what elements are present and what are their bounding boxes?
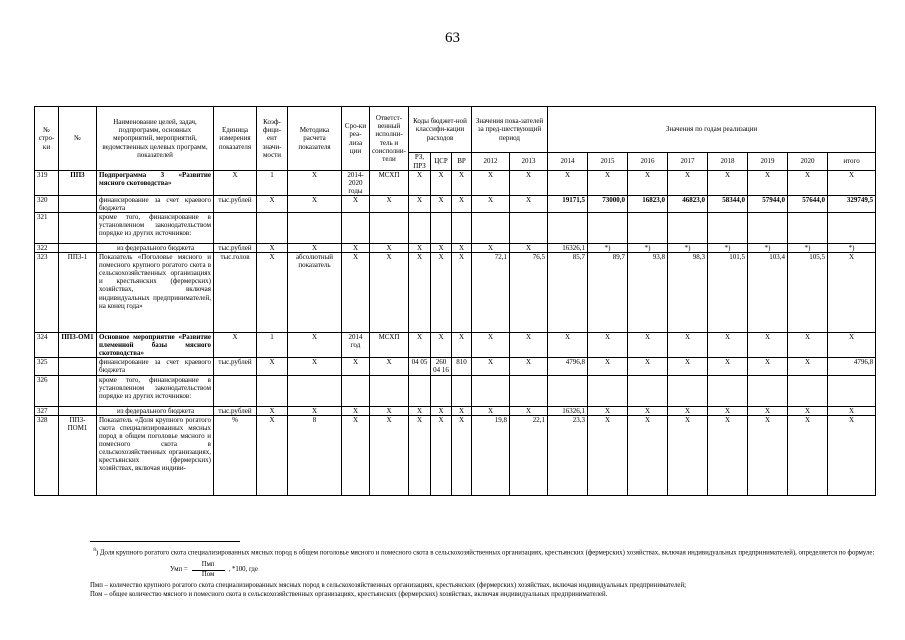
row-year-value-cell: *)	[788, 244, 828, 253]
row-unit-cell: Х	[214, 171, 257, 196]
col-name: Наименование целей, задач, подпрограмм, основных мероприятий, мероприятий, ведомственных целевых программ, показателей	[97, 107, 214, 171]
row-year-value-cell: Х	[708, 358, 748, 375]
footnote-definition-2: Пом – общее количество мясного и помесного скота в сельскохозяйственных организациях, крестьянских (фермерских) хозяйствах, включая индивидуальных предпринимателей.	[90, 590, 608, 598]
row-year-value-cell: Х	[668, 358, 708, 375]
row-csr-cell: 260 04 16	[431, 358, 452, 375]
formula-rhs: , *100, где	[228, 566, 258, 573]
row-year-value-cell: *)	[588, 244, 628, 253]
row-method-cell: 8	[288, 415, 342, 495]
row-code-cell: ПП3	[59, 171, 97, 196]
row-name-cell: финансирование за счет краевого бюджета	[97, 358, 214, 375]
row-rz-cell: Х	[409, 415, 431, 495]
row-2013-cell: 76,5	[510, 253, 548, 333]
row-resp-cell	[370, 375, 409, 406]
col-2012: 2012	[472, 153, 510, 171]
row-number-cell: 324	[35, 333, 59, 358]
row-year-value-cell: 16326,1	[548, 406, 588, 415]
row-2012-cell: 19,8	[472, 415, 510, 495]
row-csr-cell: Х	[431, 333, 452, 358]
row-term-cell: Х	[342, 253, 370, 333]
row-year-value-cell: *)	[748, 244, 788, 253]
row-year-value-cell: Х	[788, 415, 828, 495]
row-rz-cell: Х	[409, 244, 431, 253]
row-code-cell	[59, 196, 97, 213]
col-2013: 2013	[510, 153, 548, 171]
row-year-value-cell	[588, 375, 628, 406]
row-number-cell: 326	[35, 375, 59, 406]
row-resp-cell: Х	[370, 358, 409, 375]
row-year-value-cell: 46823,0	[668, 196, 708, 213]
row-year-value-cell	[708, 213, 748, 244]
row-rz-cell: Х	[409, 171, 431, 196]
row-method-cell: абсолютный показатель	[288, 253, 342, 333]
row-number-cell: 323	[35, 253, 59, 333]
row-term-cell: Х	[342, 244, 370, 253]
row-coef-cell: Х	[257, 253, 288, 333]
formula-lhs: Умп =	[170, 566, 188, 573]
row-rz-cell: Х	[409, 253, 431, 333]
row-term-cell: 2014-2020 годы	[342, 171, 370, 196]
row-name-cell: финансирование за счет краевого бюджета	[97, 196, 214, 213]
row-method-cell: Х	[288, 406, 342, 415]
row-year-value-cell: 4796,8	[828, 358, 876, 375]
row-year-value-cell: Х	[748, 333, 788, 358]
row-vr-cell: Х	[452, 171, 472, 196]
row-code-cell	[59, 375, 97, 406]
row-2013-cell: Х	[510, 171, 548, 196]
col-vr: ВР	[452, 153, 472, 171]
formula-fraction	[192, 561, 225, 580]
row-unit-cell: тыс.рублей	[214, 196, 257, 213]
row-year-value-cell: Х	[588, 358, 628, 375]
row-year-value-cell: 105,5	[788, 253, 828, 333]
row-year-value-cell: Х	[828, 406, 876, 415]
row-number-cell: 322	[35, 244, 59, 253]
row-2013-cell: Х	[510, 244, 548, 253]
row-2012-cell: Х	[472, 406, 510, 415]
row-number-cell: 327	[35, 406, 59, 415]
col-year-0: 2014	[548, 153, 588, 171]
row-method-cell: Х	[288, 171, 342, 196]
row-coef-cell: Х	[257, 244, 288, 253]
row-year-value-cell	[828, 213, 876, 244]
row-2013-cell	[510, 375, 548, 406]
col-rz: РЗ, ПРЗ	[409, 153, 431, 171]
row-unit-cell: тыс.рублей	[214, 406, 257, 415]
row-csr-cell: Х	[431, 196, 452, 213]
row-year-value-cell	[628, 375, 668, 406]
row-coef-cell: Х	[257, 196, 288, 213]
row-name-cell: из федерального бюджета	[97, 244, 214, 253]
row-code-cell: ПП3-ОМ1	[59, 333, 97, 358]
years-title-text: Значения по годам реализации	[665, 125, 758, 134]
row-year-value-cell: 57944,0	[748, 196, 788, 213]
row-year-value-cell: 329749,5	[828, 196, 876, 213]
row-resp-cell: МСХП	[370, 171, 409, 196]
col-responsible: Ответст-венный исполни-тель и соисполни-тели	[370, 107, 409, 171]
row-year-value-cell: 98,3	[668, 253, 708, 333]
row-year-value-cell	[668, 213, 708, 244]
row-2013-cell	[510, 213, 548, 244]
row-number-cell: 328	[35, 415, 59, 495]
col-years-title	[548, 107, 876, 153]
row-name-cell: кроме того, финансирование в установленном законодательством порядке из других источников:	[97, 213, 214, 244]
row-year-value-cell: Х	[788, 171, 828, 196]
row-rz-cell: Х	[409, 406, 431, 415]
row-2013-cell: Х	[510, 358, 548, 375]
footnote-text: $^8$) Доля крупного рогатого скота специализированных мясных пород в общем поголовье мясного и помесного скота в сельскохозяйственных организациях, крестьянских (фермерских) хозяйствах, включая индивидуальных предпринимателей), определяется по формуле:	[93, 548, 875, 557]
row-term-cell	[342, 213, 370, 244]
row-year-value-cell: Х	[668, 171, 708, 196]
row-vr-cell: Х	[452, 244, 472, 253]
row-year-value-cell: Х	[668, 333, 708, 358]
row-year-value-cell: Х	[788, 333, 828, 358]
col-method: Методика расчета показателя	[288, 107, 342, 171]
row-year-value-cell: 19171,5	[548, 196, 588, 213]
col-csr: ЦСР	[431, 153, 452, 171]
row-resp-cell	[370, 213, 409, 244]
row-year-value-cell: 73000,0	[588, 196, 628, 213]
row-code-cell	[59, 406, 97, 415]
row-year-value-cell: 4796,8	[548, 358, 588, 375]
row-year-value-cell	[748, 213, 788, 244]
row-year-value-cell: Х	[628, 406, 668, 415]
row-year-value-cell: *)	[828, 244, 876, 253]
row-name-cell: Основное мероприятие «Развитие племенной базы мясного скотоводства»	[97, 333, 214, 358]
row-code-cell: ПП3-1	[59, 253, 97, 333]
row-2013-cell: Х	[510, 406, 548, 415]
row-resp-cell: Х	[370, 253, 409, 333]
row-year-value-cell: Х	[828, 253, 876, 333]
table-row	[35, 415, 876, 495]
row-rz-cell	[409, 375, 431, 406]
row-year-value-cell: Х	[788, 406, 828, 415]
row-coef-cell: 1	[257, 333, 288, 358]
row-year-value-cell: Х	[708, 333, 748, 358]
row-vr-cell: Х	[452, 196, 472, 213]
row-vr-cell	[452, 213, 472, 244]
formula	[170, 561, 880, 580]
col-previous-period: Значения пока-зателей за пред-шествующий период	[472, 107, 548, 153]
row-term-cell: Х	[342, 196, 370, 213]
row-name-cell: кроме того, финансирование в установленном законодательством порядке из других источников:	[97, 375, 214, 406]
row-year-value-cell: *)	[668, 244, 708, 253]
row-method-cell: Х	[288, 196, 342, 213]
row-resp-cell: Х	[370, 244, 409, 253]
col-coef: Коэф-фици-ент значи-мости	[257, 107, 288, 171]
row-unit-cell	[214, 375, 257, 406]
row-coef-cell: 1	[257, 171, 288, 196]
row-term-cell: Х	[342, 406, 370, 415]
row-2013-cell: Х	[510, 333, 548, 358]
table-row	[35, 253, 876, 333]
row-year-value-cell: Х	[668, 406, 708, 415]
footnote-separator	[90, 541, 240, 542]
row-year-value-cell	[708, 375, 748, 406]
row-unit-cell: %	[214, 415, 257, 495]
row-method-cell: Х	[288, 333, 342, 358]
row-csr-cell	[431, 213, 452, 244]
row-code-cell	[59, 358, 97, 375]
row-vr-cell	[452, 375, 472, 406]
row-vr-cell: 810	[452, 358, 472, 375]
row-rz-cell: Х	[409, 196, 431, 213]
row-name-cell: Показатель «Поголовье мясного и помесного крупного рогатого скота в сельскохозяйственных организациях и крестьянских (фермерских) хозяйствах, включая индивидуальных предпринимателей, на конец года»	[97, 253, 214, 333]
row-year-value-cell: Х	[748, 415, 788, 495]
row-code-cell	[59, 213, 97, 244]
row-year-value-cell: *)	[628, 244, 668, 253]
row-year-value-cell: Х	[588, 406, 628, 415]
row-rz-cell	[409, 213, 431, 244]
row-year-value-cell	[828, 375, 876, 406]
row-year-value-cell: Х	[708, 406, 748, 415]
row-2013-cell: Х	[510, 196, 548, 213]
row-number-cell: 320	[35, 196, 59, 213]
col-year-7: итого	[828, 153, 876, 171]
table-row	[35, 196, 876, 213]
row-2012-cell: Х	[472, 244, 510, 253]
row-year-value-cell: Х	[668, 415, 708, 495]
row-year-value-cell: 23,3	[548, 415, 588, 495]
row-unit-cell: тыс.рублей	[214, 358, 257, 375]
col-year-1: 2015	[588, 153, 628, 171]
row-csr-cell: Х	[431, 415, 452, 495]
row-coef-cell	[257, 213, 288, 244]
row-2012-cell: Х	[472, 171, 510, 196]
row-rz-cell: 04 05	[409, 358, 431, 375]
row-2012-cell	[472, 375, 510, 406]
table-row	[35, 244, 876, 253]
table-header	[35, 107, 876, 171]
row-year-value-cell	[548, 213, 588, 244]
row-year-value-cell: 57644,0	[788, 196, 828, 213]
row-method-cell	[288, 213, 342, 244]
row-vr-cell: Х	[452, 333, 472, 358]
row-year-value-cell: Х	[708, 171, 748, 196]
row-year-value-cell: Х	[628, 333, 668, 358]
row-year-value-cell: Х	[748, 171, 788, 196]
table-row	[35, 406, 876, 415]
row-year-value-cell	[588, 213, 628, 244]
row-csr-cell: Х	[431, 244, 452, 253]
row-unit-cell: тыс.рублей	[214, 244, 257, 253]
row-number-cell: 319	[35, 171, 59, 196]
row-year-value-cell: Х	[828, 171, 876, 196]
row-year-value-cell: Х	[588, 415, 628, 495]
row-year-value-cell: 101,5	[708, 253, 748, 333]
row-csr-cell: Х	[431, 406, 452, 415]
row-2012-cell: Х	[472, 358, 510, 375]
row-rz-cell: Х	[409, 333, 431, 358]
row-2012-cell: Х	[472, 196, 510, 213]
row-vr-cell: Х	[452, 253, 472, 333]
col-term: Сро-ки реа-лиза ции	[342, 107, 370, 171]
row-year-value-cell: 16823,0	[628, 196, 668, 213]
row-method-cell: Х	[288, 244, 342, 253]
row-year-value-cell: Х	[748, 358, 788, 375]
page-number: 63	[445, 30, 460, 46]
row-year-value-cell: 16326,1	[548, 244, 588, 253]
formula-numerator: Пмп	[192, 561, 225, 571]
row-year-value-cell	[548, 375, 588, 406]
footnote	[90, 548, 880, 599]
table-row	[35, 213, 876, 244]
row-2012-cell: Х	[472, 333, 510, 358]
col-year-2: 2016	[628, 153, 668, 171]
row-year-value-cell	[788, 375, 828, 406]
row-year-value-cell: Х	[588, 171, 628, 196]
row-term-cell: Х	[342, 415, 370, 495]
row-coef-cell: Х	[257, 415, 288, 495]
row-2012-cell: 72,1	[472, 253, 510, 333]
row-year-value-cell: Х	[828, 415, 876, 495]
row-resp-cell: Х	[370, 406, 409, 415]
row-2013-cell: 22,1	[510, 415, 548, 495]
row-method-cell: Х	[288, 358, 342, 375]
row-year-value-cell: Х	[628, 415, 668, 495]
row-unit-cell: тыс.голов	[214, 253, 257, 333]
row-name-cell: Подпрограмма 3 «Развитие мясного скотоводства»	[97, 171, 214, 196]
row-vr-cell: Х	[452, 406, 472, 415]
table-row	[35, 171, 876, 196]
row-unit-cell: Х	[214, 333, 257, 358]
col-unit: Единица измерения показателя	[214, 107, 257, 171]
row-year-value-cell: Х	[628, 358, 668, 375]
row-term-cell	[342, 375, 370, 406]
row-year-value-cell: Х	[748, 406, 788, 415]
row-year-value-cell: 103,4	[748, 253, 788, 333]
row-name-cell: из федерального бюджета	[97, 406, 214, 415]
col-budget-codes: Коды бюджет-ной классифи-кации расходов	[409, 107, 472, 153]
col-year-3: 2017	[668, 153, 708, 171]
row-year-value-cell: *)	[708, 244, 748, 253]
indicators-table	[34, 106, 876, 496]
col-row-number: № стро-ки	[35, 107, 59, 171]
footnote-definition-1: Пмп – количество крупного рогатого скота специализированных мясных пород в сельскохозяйственных организациях, крестьянских (фермерских) хозяйствах, включая индивидуальных предпринимателей;	[90, 581, 686, 589]
row-csr-cell	[431, 375, 452, 406]
row-year-value-cell: 58344,0	[708, 196, 748, 213]
row-year-value-cell: Х	[548, 171, 588, 196]
footnote-mark: 8	[93, 548, 96, 553]
row-method-cell	[288, 375, 342, 406]
row-resp-cell: МСХП	[370, 333, 409, 358]
row-year-value-cell	[748, 375, 788, 406]
row-resp-cell: Х	[370, 196, 409, 213]
row-year-value-cell: Х	[588, 333, 628, 358]
row-year-value-cell: 93,8	[628, 253, 668, 333]
table-row	[35, 358, 876, 375]
row-year-value-cell: 89,7	[588, 253, 628, 333]
table-body	[35, 171, 876, 496]
row-csr-cell: Х	[431, 253, 452, 333]
row-year-value-cell	[668, 375, 708, 406]
col-year-4: 2018	[708, 153, 748, 171]
row-coef-cell: Х	[257, 358, 288, 375]
row-2012-cell	[472, 213, 510, 244]
formula-denominator: Пом	[201, 570, 215, 578]
row-year-value-cell: Х	[788, 358, 828, 375]
row-vr-cell: Х	[452, 415, 472, 495]
row-csr-cell: Х	[431, 171, 452, 196]
row-unit-cell	[214, 213, 257, 244]
table-row	[35, 375, 876, 406]
row-year-value-cell: Х	[628, 171, 668, 196]
row-year-value-cell	[628, 213, 668, 244]
row-name-cell: Показатель «Доля крупного рогатого скота специализированных мясных пород в общем поголовье мясного и помесного скота в сельскохозяйственных организациях, крестьянских (фермерских) хозяйствах, включая индиви-	[97, 415, 214, 495]
row-year-value-cell: 85,7	[548, 253, 588, 333]
row-coef-cell: Х	[257, 406, 288, 415]
row-year-value-cell: Х	[708, 415, 748, 495]
col-number: №	[59, 107, 97, 171]
row-year-value-cell: Х	[828, 333, 876, 358]
col-year-6: 2020	[788, 153, 828, 171]
row-year-value-cell: Х	[548, 333, 588, 358]
row-number-cell: 325	[35, 358, 59, 375]
row-year-value-cell	[788, 213, 828, 244]
row-term-cell: Х	[342, 358, 370, 375]
row-code-cell: ПП3-ПОМ1	[59, 415, 97, 495]
row-resp-cell: Х	[370, 415, 409, 495]
row-coef-cell	[257, 375, 288, 406]
row-code-cell	[59, 244, 97, 253]
row-term-cell: 2014 год	[342, 333, 370, 358]
table-row	[35, 333, 876, 358]
col-year-5: 2019	[748, 153, 788, 171]
row-number-cell: 321	[35, 213, 59, 244]
